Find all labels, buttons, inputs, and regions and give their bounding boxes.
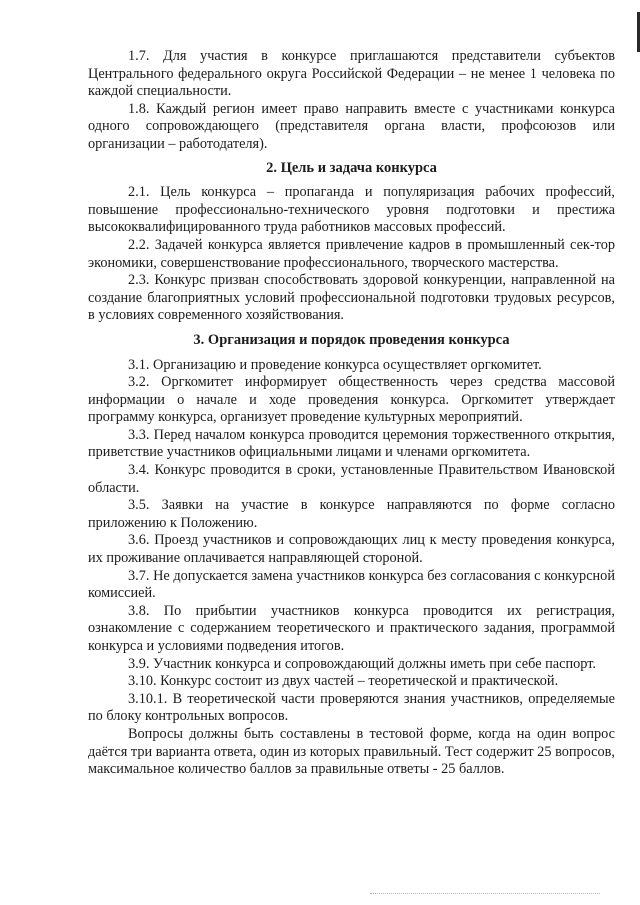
clause-3-7: 3.7. Не допускается замена участников конкурса без согласования с конкурсной комиссией. <box>88 567 615 602</box>
clause-2-1: 2.1. Цель конкурса – пропаганда и популяризация рабочих профессий, повышение профессионально-технического уровня подготовки и престижа высококвалифицированного труда работников массовых профессий. <box>88 184 615 236</box>
clause-3-4: 3.4. Конкурс проводится в сроки, установленные Правительством Ивановской области. <box>88 462 615 496</box>
clause-3-3: 3.3. Перед началом конкурса проводится церемония торжественного открытия, приветствие участников официальными лицами и членами оргкомитета. <box>88 426 615 461</box>
clause-3-2: 3.2. Оргкомитет информирует общественность через средства массовой информации о начале и ходе проведения конкурса. Оргкомитет утверждает программу конкурса, организует проведение культурных мероприятий. <box>88 374 615 426</box>
clause-3-5: 3.5. Заявки на участие в конкурсе направляются по форме согласно приложению к Положению. <box>88 497 615 531</box>
clause-3-10: 3.10. Конкурс состоит из двух частей – теоретической и практической. <box>128 673 559 690</box>
clause-3-10-1: 3.10.1. В теоретической части проверяются знания участников, определяемые по блоку контрольных вопросов. <box>88 690 615 725</box>
clause-3-8: 3.8. По прибытии участников конкурса проводится их регистрация, ознакомление с содержанием теоретического и практического задания, программой конкурса и условиями подведения итогов. <box>88 602 615 654</box>
section-heading-3: 3. Организация и порядок проведения конкурса <box>193 331 510 348</box>
section-heading-2: 2. Цель и задача конкурса <box>266 159 437 176</box>
scan-bottom-artifact <box>370 893 600 896</box>
clause-3-9: 3.9. Участник конкурса и сопровождающий должны иметь при себе паспорт. <box>128 655 596 672</box>
document-body <box>88 48 615 779</box>
clause-1-7: 1.7. Для участия в конкурсе приглашаются представители субъектов Центрального федерального округа Российской Федерации – не менее 1 человека по каждой специальности. <box>88 48 615 100</box>
clause-3-1: 3.1. Организацию и проведение конкурса осуществляет оргкомитет. <box>128 356 542 373</box>
clause-2-2: 2.2. Задачей конкурса является привлечение кадров в промышленный сек-тор экономики, совершенствование профессионального, творческого мастерства. <box>88 236 615 271</box>
clause-3-6: 3.6. Проезд участников и сопровождающих лиц к месту проведения конкурса, их проживание оплачивается направляющей стороной. <box>88 532 615 567</box>
clause-2-3: 2.3. Конкурс призван способствовать здоровой конкуренции, направленной на создание благоприятных условий профессиональной подготовки трудовых ресурсов, в условиях современного хозяйствования. <box>88 272 615 324</box>
clause-1-8: 1.8. Каждый регион имеет право направить вместе с участниками конкурса одного сопровождающего (представителя органа власти, профсоюзов или организации – работодателя). <box>88 100 615 152</box>
test-format-paragraph: Вопросы должны быть составлены в тестовой форме, когда на один вопрос даётся три варианта ответа, один из которых правильный. Тест содержит 25 вопросов, максимальное количество баллов за правильные ответы - 25 баллов. <box>88 725 615 778</box>
